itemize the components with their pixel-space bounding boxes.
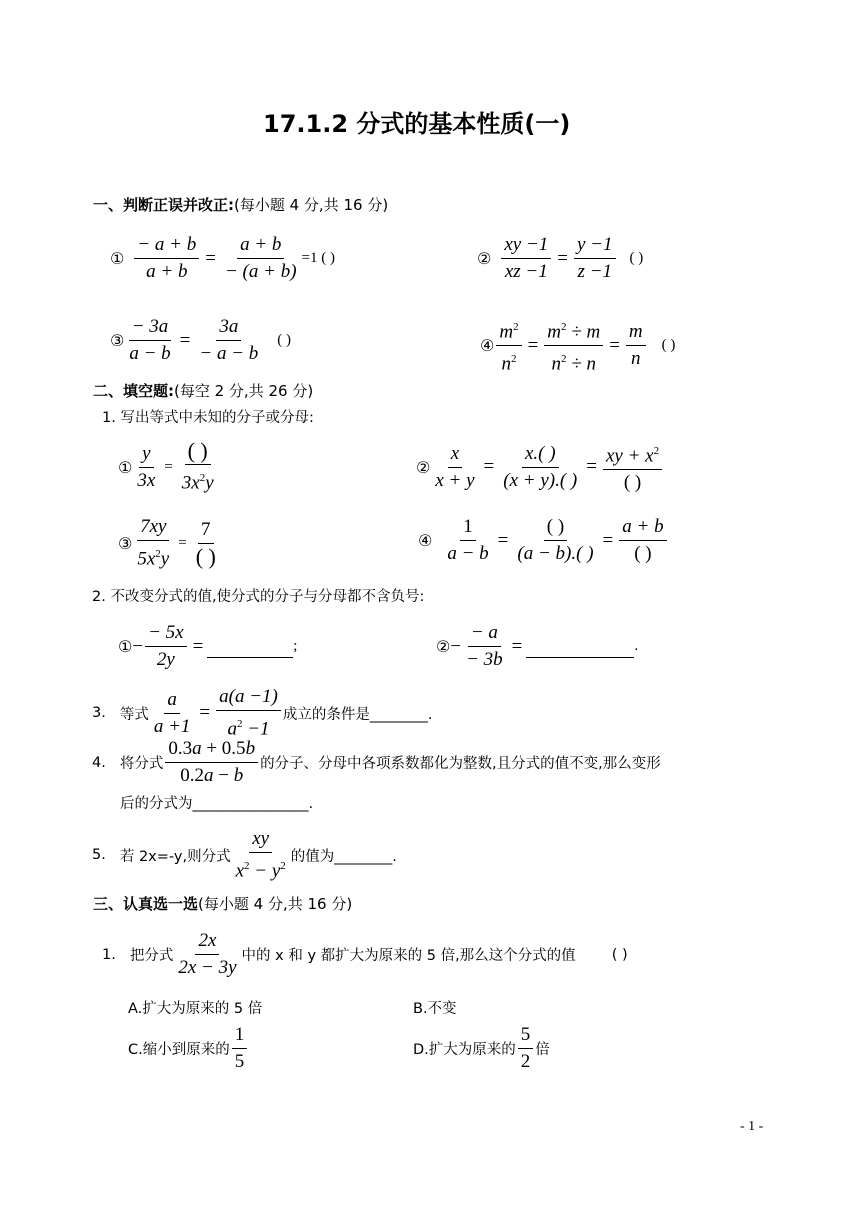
section-1-heading: 一、判断正误并改正:(每小题 4 分,共 16 分) xyxy=(93,196,389,214)
question-2-2: 2. 不改变分式的值,使分式的分子与分母都不含负号: xyxy=(92,589,425,605)
problem-2-1-1: ① $\frac{y}{3x}$ = $\frac{( )}{3x^2y}$ xyxy=(118,438,214,494)
problem-1-2: ② $\frac{xy -1}{xz -1}$ = $\frac{y -1}{z -1}$ ( ) xyxy=(477,234,644,282)
choice-a: A.扩大为原来的 5 倍 xyxy=(128,1001,263,1017)
problem-2-1-2: ② $\frac{x}{x + y}$ = $\frac{x.( )}{(x + y).( )}$ = $\frac{xy + x^2}{( )}$ xyxy=(416,438,664,496)
section-3-heading: 三、认真选一选(每小题 4 分,共 16 分) xyxy=(93,895,353,913)
question-2-5: 5. 若 2x=-y,则分式 $\frac{xy}{x^2 - y^2}$ 的值为________. xyxy=(92,828,397,882)
problem-2-2-1: ① − $\frac{- 5x}{2y}$ = ; xyxy=(118,622,298,670)
problem-1-4: ④ $\frac{m^2}{n^2}$ = $\frac{m^2 \div m}{n^2 \div n}$ = $\frac{m}{n}$ ( ) xyxy=(480,314,675,378)
problem-1-3: ③ $\frac{- 3a}{a - b}$ = $\frac{3a}{- a - b}$ ( ) xyxy=(110,316,292,364)
question-2-4-line2: 后的分式为________________. xyxy=(120,796,314,812)
section-2-heading: 二、填空题:(每空 2 分,共 26 分) xyxy=(93,382,314,400)
problem-2-1-4: ④ $\frac{1}{a - b}$ = $\frac{( )}{(a - b).( )}$ = $\frac{a + b}{( )}$ xyxy=(418,514,669,567)
question-2-4: 4. 将分式 $\frac{0.3a + 0.5b}{0.2a - b}$ 的分子、分母中各项系数都化为整数,且分式的值不变,那么变形 xyxy=(92,738,661,786)
problem-1-1: ① $\frac{- a + b}{a + b}$ = $\frac{a + b}{- (a + b)}$ =1 ( ) xyxy=(110,234,335,282)
problem-2-1-3: ③ $\frac{7xy}{5x^2y}$ = $\frac{7}{( )}$ xyxy=(118,516,216,570)
page-number: - 1 - xyxy=(740,1119,764,1134)
page-title: 17.1.2 分式的基本性质(一) xyxy=(263,110,571,138)
problem-2-2-2: ② − $\frac{- a}{- 3b}$ = . xyxy=(436,622,639,670)
question-2-1: 1. 写出等式中未知的分子或分母: xyxy=(102,410,314,426)
choice-c: C.缩小到原来的 $\frac{1}{5}$ xyxy=(128,1022,249,1075)
choice-b: B.不变 xyxy=(413,1001,457,1017)
question-2-3: 3. 等式 $\frac{a}{a +1}$ = $\frac{a(a -1)}{a^2 -1}$ 成立的条件是________. xyxy=(92,686,433,740)
question-3-1: 1. 把分式 $\frac{2x}{2x - 3y}$ 中的 x 和 y 都扩大为原来的 5 倍,那么这个分式的值 ( ) xyxy=(102,930,628,978)
choice-d: D.扩大为原来的 $\frac{5}{2}$ 倍 xyxy=(413,1024,550,1072)
